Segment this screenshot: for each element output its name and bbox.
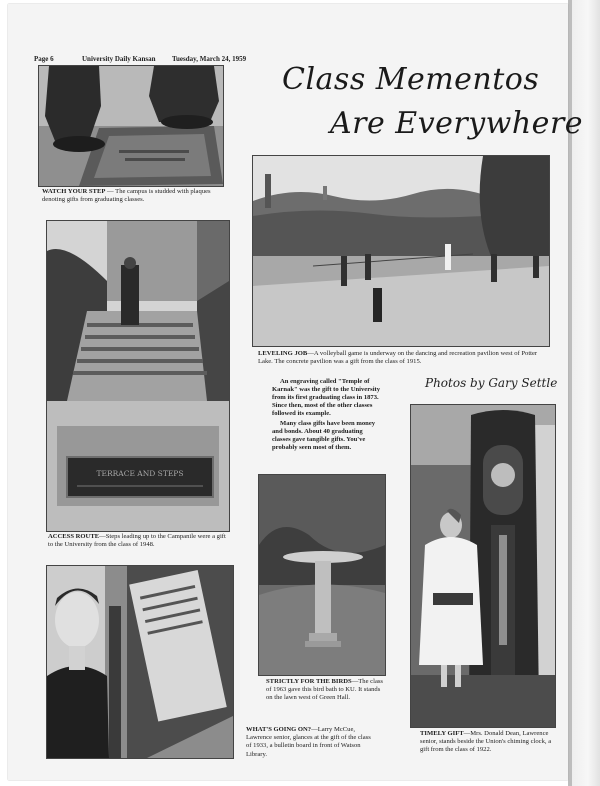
photo-leveling-job (252, 155, 550, 347)
caption-label: TIMELY GIFT (420, 730, 464, 737)
pavilion-photo-image (253, 156, 549, 346)
caption-whats-going-on (246, 726, 376, 759)
caption-watch-your-step (42, 188, 222, 204)
paper-name: University Daily Kansan (82, 55, 156, 63)
caption-text: —Mrs. Donald Dean, Lawrence senior, stands beside the Union's chiming clock, a gift from the class of 1922. (420, 730, 552, 754)
steps-photo-image (47, 221, 229, 531)
photo-whats-going-on (46, 565, 234, 759)
caption-timely-gift (420, 730, 554, 755)
photo-strictly-for-the-birds (258, 474, 386, 676)
bulletin-board-photo-image (47, 566, 233, 758)
headline-line-2: Are Everywhere (330, 106, 584, 141)
caption-label: STRICTLY FOR THE BIRDS (266, 678, 352, 685)
caption-label: WHAT'S GOING ON? (246, 726, 312, 733)
caption-label: LEVELING JOB (258, 350, 308, 357)
headline-line-1: Class Mementos (282, 62, 540, 97)
caption-text: — The campus is studded with plaques denoting gifts from graduating classes. (42, 188, 211, 204)
issue-date: Tuesday, March 24, 1959 (172, 55, 247, 63)
caption-label: ACCESS ROUTE (48, 533, 100, 540)
plaque-inscription: TERRACE AND STEPS (96, 469, 184, 478)
plaque-photo-image (39, 66, 223, 186)
caption-text: —Larry McCue, Lawrence senior, glances at the gift of the class of 1933, a bulletin board in front of Watson Library. (246, 726, 371, 758)
birdbath-photo-image (259, 475, 385, 675)
caption-text: —The class of 1963 gave this bird bath to KU. It stands on the lawn west of Green Hall. (266, 678, 383, 702)
photo-credit: Photos by Gary Settle (425, 376, 558, 390)
caption-access-route (48, 533, 230, 549)
caption-strictly-for-the-birds (266, 678, 384, 703)
photo-timely-gift (410, 404, 556, 728)
article-paragraph: Many class gifts have been money and bonds. About 40 graduating classes gave tangible gifts. You've probably seen most of them. (272, 420, 376, 451)
photo-watch-your-step (38, 65, 224, 187)
photo-access-route (46, 220, 230, 532)
article-body (272, 378, 382, 454)
caption-text: —Steps leading up to the Campanile were a gift to the University from the class of 1948. (48, 533, 226, 549)
article-paragraph: An engraving called "Temple of Karnak" was the gift to the University from its first graduating class in 1873. Since then, most of the other classes followed its example. (272, 378, 381, 417)
caption-label: WATCH YOUR STEP (42, 188, 106, 195)
caption-text: —A volleyball game is underway on the dancing and recreation pavilion west of Potter Lake. The concrete pavilion was a gift from the class of 1915. (258, 350, 538, 366)
clock-photo-image (411, 405, 555, 727)
caption-leveling-job (258, 350, 548, 366)
page-number: Page 6 (34, 55, 54, 63)
